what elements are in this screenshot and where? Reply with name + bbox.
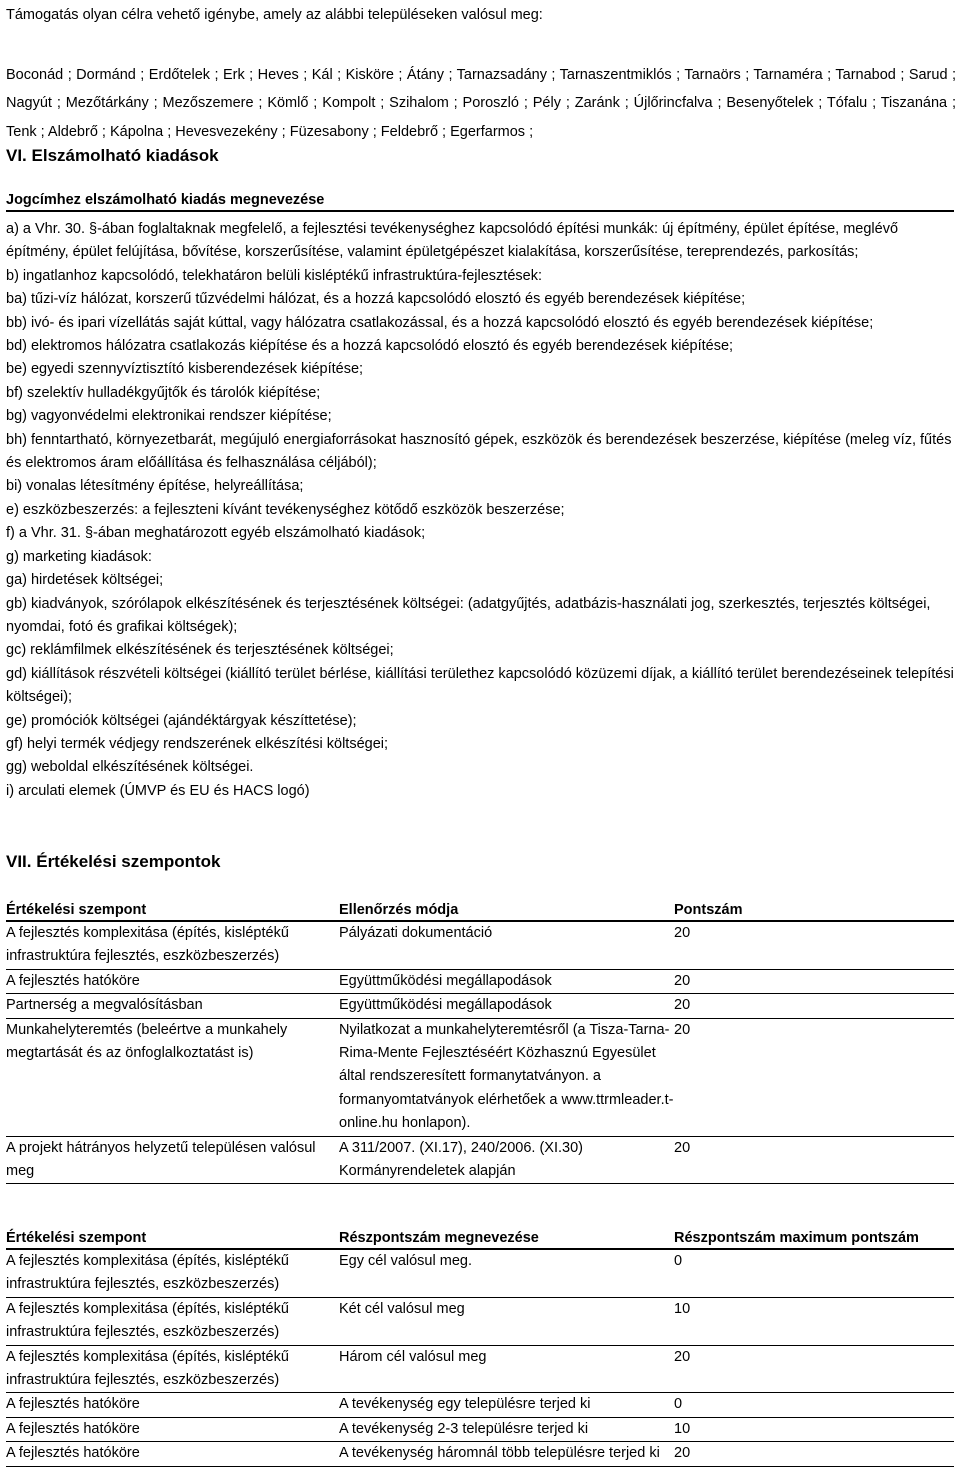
table-cell: A fejlesztés hatóköre — [6, 1396, 140, 1413]
expense-item: gf) helyi termék védjegy rendszerének elkészítési költségei; — [6, 735, 389, 752]
expense-item: a) a Vhr. 30. §-ában foglaltaknak megfelelő, a fejlesztési tevékenységhez kapcsolódó építési munkák: új építmény, épület építése, meglévő építmény, épület felújítása, bővítése, korszerűsítése, valamint épületgépészet kialakítása, korszerűsítése, tereprendezés, parkosítás; — [6, 221, 899, 261]
table-cell: Egy cél valósul meg. — [339, 1253, 472, 1269]
table-cell: A fejlesztés komplexitása (építés, kisléptékű infrastruktúra fejlesztés, eszközbeszerzés) — [6, 1253, 289, 1293]
expense-item: bh) fenntartható, környezetbarát, megújuló energiaforrásokat hasznosító gépek, eszközök és berendezések beszerzése, kiépítése (meleg víz, fűtés és elektromos áram előállítása és felhasználása céljából); — [6, 431, 952, 472]
expense-item: ga) hirdetések költségei; — [6, 572, 164, 589]
evaluation-row — [6, 1018, 954, 1136]
table-cell: Együttműködési megállapodások — [339, 972, 552, 989]
table-cell: 20 — [674, 1445, 691, 1462]
towns-list: Boconád ; Dormánd ; Erdőtelek ; Erk ; Heves ; Kál ; Kisköre ; Átány ; Tarnazsadány ; Tarnaszentmiklós ; Tarnaörs ; Tarnaméra ; Tarnabod ; Sarud ; Nagyút ; Mezőtárkány ; Mezőszemere ; Kömlő ; Kompolt ; Szihalom ; Poroszló ; Pély ; Zaránk ; Újlőrincfalva ; Besenyőtelek ; Tófalu ; Tiszanána ; Tenk ; Aldebrő ; Kápolna ; Hevesvezekény ; Füzesabony ; Feldebrő ; Egerfarmos ; — [6, 66, 956, 140]
subscore-row — [6, 1345, 954, 1393]
table-cell: A 311/2007. (XI.17), 240/2006. (XI.30) Kormányrendeletek alapján — [339, 1139, 583, 1180]
table-cell: A fejlesztés komplexitása (építés, kisléptékű infrastruktúra fejlesztés, eszközbeszerzés) — [6, 1300, 289, 1341]
table1-header-method: Ellenőrzés módja — [339, 902, 459, 918]
table-cell: A tevékenység egy településre terjed ki — [339, 1396, 591, 1413]
table-cell: 10 — [674, 1420, 691, 1437]
expense-item: i) arculati elemek (ÚMVP és EU és HACS logó) — [6, 782, 310, 799]
expense-item: ba) tűzi-víz hálózat, korszerű tűzvédelmi hálózat, és a hozzá kapcsolódó elosztó és egyéb berendezések kiépítése; — [6, 291, 746, 308]
expense-item: gc) reklámfilmek elkészítésének és terjesztésének költségei; — [6, 642, 394, 659]
table2-header-max-score: Részpontszám maximum pontszám — [674, 1230, 919, 1246]
table-cell: 20 — [674, 997, 691, 1014]
expense-item: gb) kiadványok, szórólapok elkészítésének és terjesztésének költségei: (adatgyűjtés, adatbázis-használati jog, szerkesztés, terjesztés költségei, nyomdai, fotó és grafikai költségek); — [6, 595, 931, 635]
table1-header-criterion: Értékelési szempont — [6, 902, 147, 918]
table-cell: A fejlesztés hatóköre — [6, 1445, 140, 1462]
table-cell: Partnerség a megvalósításban — [6, 997, 203, 1014]
table-cell: Együttműködési megállapodások — [339, 997, 552, 1014]
table-cell: A fejlesztés hatóköre — [6, 972, 140, 989]
table-cell: 20 — [674, 972, 691, 989]
expense-item: b) ingatlanhoz kapcsolódó, telekhatáron belüli kisléptékű infrastruktúra-fejlesztések: — [6, 267, 542, 284]
expense-item: bb) ivó- és ipari vízellátás saját kúttal, vagy hálózatra csatlakozással, és a hozzá kapcsolódó elosztó és egyéb berendezések kiépítése; — [6, 314, 874, 331]
table-cell: A fejlesztés komplexitása (építés, kisléptékű infrastruktúra fejlesztés, eszközbeszerzés) — [6, 925, 289, 965]
expense-item: bg) vagyonvédelmi elektronikai rendszer kiépítése; — [6, 408, 332, 425]
subscore-row — [6, 1417, 954, 1441]
expense-item: bd) elektromos hálózatra csatlakozás kiépítése és a hozzá kapcsolódó elosztó és egyéb berendezések kiépítése; — [6, 338, 734, 355]
subscore-row — [6, 1249, 954, 1297]
table1-header-score: Pontszám — [674, 902, 743, 918]
table-cell: Pályázati dokumentáció — [339, 925, 493, 941]
expense-item: f) a Vhr. 31. §-ában meghatározott egyéb elszámolható kiadások; — [6, 525, 426, 542]
table-cell: A tevékenység 2-3 településre terjed ki — [339, 1420, 589, 1437]
section-6-title: VI. Elszámolható kiadások — [6, 146, 219, 165]
table-cell: 0 — [674, 1396, 683, 1413]
table-cell: A tevékenység háromnál több településre terjed ki — [339, 1445, 660, 1462]
evaluation-row — [6, 921, 954, 969]
evaluation-row — [6, 969, 954, 993]
table-cell: Nyilatkozat a munkahelyteremtésről (a Tisza-Tarna-Rima-Mente Fejlesztéséért Közhasznú Egyesület által rendszeresített formanytatványon. a formanyomtatványok elérhetőek a www.ttrmleader.t-online.hu honlapon). — [339, 1021, 674, 1132]
expense-item: e) eszközbeszerzés: a fejleszteni kívánt tevékenységhez kötődő eszközök beszerzése; — [6, 501, 565, 518]
table-cell: Munkahelyteremtés (beleértve a munkahely megtartását és az önfoglalkoztatást is) — [6, 1021, 288, 1062]
table-cell: 20 — [674, 1348, 691, 1365]
subscore-row — [6, 1297, 954, 1345]
intro-text: Támogatás olyan célra vehető igénybe, amely az alábbi településeken valósul meg: — [6, 7, 543, 23]
evaluation-row — [6, 994, 954, 1018]
expense-item: gd) kiállítások részvételi költségei (kiállító terület bérlése, kiállítási területhez kapcsolódó közüzemi díjak, a kiállító terület berendezéseinek telepítési költségei); — [6, 665, 954, 706]
subscore-row — [6, 1393, 954, 1417]
table2-header-criterion: Értékelési szempont — [6, 1230, 147, 1246]
table-cell: Három cél valósul meg — [339, 1348, 487, 1365]
table-cell: A fejlesztés hatóköre — [6, 1420, 140, 1437]
expense-item: gg) weboldal elkészítésének költségei. — [6, 759, 254, 776]
section-6-subtitle: Jogcímhez elszámolható kiadás megnevezése — [6, 192, 954, 212]
subscore-row — [6, 1442, 954, 1466]
table-cell: 10 — [674, 1300, 691, 1317]
table2-header-subscore-name: Részpontszám megnevezése — [339, 1230, 539, 1246]
subscore-table — [6, 1228, 954, 1467]
table-cell: A fejlesztés komplexitása (építés, kisléptékű infrastruktúra fejlesztés, eszközbeszerzés) — [6, 1348, 289, 1389]
evaluation-row — [6, 1136, 954, 1184]
table-cell: 20 — [674, 925, 691, 941]
evaluation-table — [6, 900, 954, 1184]
expense-item: bi) vonalas létesítmény építése, helyreállítása; — [6, 478, 304, 495]
table-cell: 20 — [674, 1139, 691, 1156]
expense-item: ge) promóciók költségei (ajándéktárgyak készíttetése); — [6, 712, 357, 729]
table-cell: A projekt hátrányos helyzetű településen valósul meg — [6, 1139, 316, 1180]
table-cell: 0 — [674, 1253, 683, 1269]
expense-item: bf) szelektív hulladékgyűjtők és tárolók kiépítése; — [6, 384, 321, 401]
expense-item: be) egyedi szennyvíztisztító kisberendezések kiépítése; — [6, 361, 364, 378]
table-cell: Két cél valósul meg — [339, 1300, 465, 1317]
section-7-title: VII. Értékelési szempontok — [6, 852, 221, 871]
expense-item: g) marketing kiadások: — [6, 548, 152, 565]
table-cell: 20 — [674, 1021, 691, 1038]
expense-items-list — [6, 218, 954, 803]
